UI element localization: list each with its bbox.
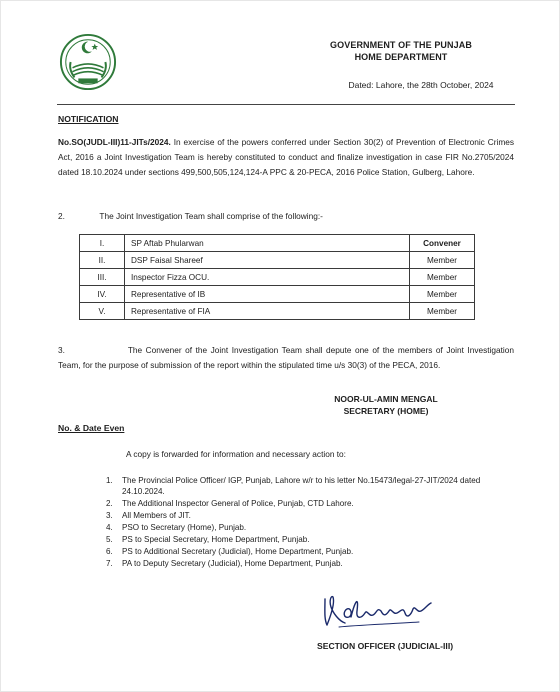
table-row — [80, 286, 475, 303]
item-number: 7. — [106, 559, 113, 568]
item-text: All Members of JIT. — [122, 511, 191, 520]
row-number: IV. — [80, 286, 125, 303]
item-number: 1. — [106, 476, 113, 485]
item-number: 4. — [106, 523, 113, 532]
paragraph-3-text: The Convener of the Joint Investigation Team shall depute one of the members of Joint Investigation Team, for the purpose of submission of the report within the stipulated time u/s 30(3) of the PECA, 2016. — [58, 345, 514, 370]
item-text: PSO to Secretary (Home), Punjab. — [122, 523, 247, 532]
header-line-government: GOVERNMENT OF THE PUNJAB — [330, 40, 472, 50]
item-number: 2. — [106, 499, 113, 508]
paragraph-2-text: The Joint Investigation Team shall comprise of the following:- — [99, 211, 323, 221]
row-number: II. — [80, 252, 125, 269]
member-role: Member — [410, 269, 475, 286]
jit-members-table — [79, 234, 475, 320]
list-item — [106, 475, 516, 497]
secretary-name: NOOR-UL-AMIN MENGAL — [334, 394, 438, 404]
list-item — [106, 510, 516, 521]
item-text: The Additional Inspector General of Police, Punjab, CTD Lahore. — [122, 499, 354, 508]
member-name: DSP Faisal Shareef — [125, 252, 410, 269]
reference-number: No.SO(JUDL-III)11-JITs/2024. — [58, 137, 171, 147]
table-row — [80, 303, 475, 320]
distribution-list — [106, 475, 516, 570]
item-text: PA to Deputy Secretary (Judicial), Home Department, Punjab. — [122, 559, 343, 568]
member-role: Convener — [410, 235, 475, 252]
header-line-department: HOME DEPARTMENT — [354, 52, 448, 62]
no-and-date-heading: No. & Date Even — [58, 423, 125, 433]
paragraph-2 — [58, 209, 514, 224]
member-name: Representative of IB — [125, 286, 410, 303]
notification-heading: NOTIFICATION — [58, 114, 119, 124]
paragraph-1 — [58, 135, 514, 180]
table-row — [80, 269, 475, 286]
table-row — [80, 235, 475, 252]
member-role: Member — [410, 286, 475, 303]
member-role: Member — [410, 252, 475, 269]
item-number: 5. — [106, 535, 113, 544]
list-item — [106, 558, 516, 569]
row-number: III. — [80, 269, 125, 286]
member-name: Inspector Fizza OCU. — [125, 269, 410, 286]
item-text: The Provincial Police Officer/ IGP, Punjab, Lahore w/r to his letter No.15473/legal-27-JIT/2024 dated 24.10.2024. — [122, 476, 481, 496]
paragraph-3-number: 3. — [58, 345, 65, 355]
section-officer-title: SECTION OFFICER (JUDICIAL-III) — [317, 641, 454, 651]
row-number: V. — [80, 303, 125, 320]
paragraph-2-number: 2. — [58, 211, 65, 221]
row-number: I. — [80, 235, 125, 252]
paragraph-1-text: In exercise of the powers conferred under Section 30(2) of Prevention of Electronic Crimes Act, 2016 a Joint Investigation Team is hereby constituted to conduct and finalize investigation in case FIR No.2705/2024 dated 18.10.2024 under sections 499,500,505,124,124-A PPC & 20-PECA, 2016 Police Station, Gulberg, Lahore. — [58, 137, 514, 177]
paragraph-3 — [58, 343, 514, 373]
secretary-signature-block — [301, 393, 471, 417]
list-item — [106, 546, 516, 557]
item-text: PS to Special Secretary, Home Department, Punjab. — [122, 535, 310, 544]
header-divider — [57, 104, 515, 105]
punjab-government-emblem-icon — [59, 33, 117, 91]
secretary-title: SECRETARY (HOME) — [343, 406, 429, 416]
item-text: PS to Additional Secretary (Judicial), Home Department, Punjab. — [122, 547, 354, 556]
member-role: Member — [410, 303, 475, 320]
dated-line: Dated: Lahore, the 28th October, 2024 — [348, 80, 494, 90]
table-row — [80, 252, 475, 269]
government-header — [301, 39, 501, 63]
list-item — [106, 498, 516, 509]
item-number: 3. — [106, 511, 113, 520]
copy-forward-line: A copy is forwarded for information and necessary action to: — [126, 449, 346, 459]
member-name: Representative of FIA — [125, 303, 410, 320]
item-number: 6. — [106, 547, 113, 556]
list-item — [106, 534, 516, 545]
handwritten-signature — [319, 589, 437, 631]
list-item — [106, 522, 516, 533]
member-name: SP Aftab Phularwan — [125, 235, 410, 252]
